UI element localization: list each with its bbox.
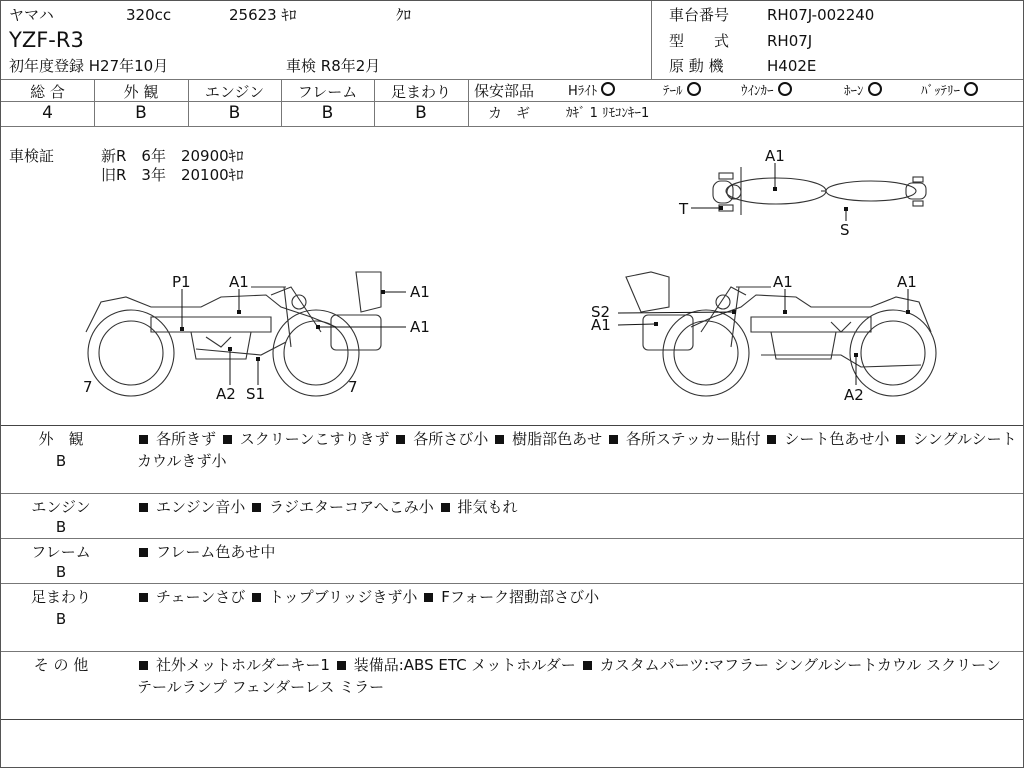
marker-label: A2 xyxy=(216,385,236,403)
header-divider xyxy=(651,1,652,79)
safety-taillight: ﾃｰﾙ xyxy=(663,82,701,101)
bullet-square-icon xyxy=(139,503,148,512)
marker-label: P1 xyxy=(172,273,191,291)
detail-category: エンジン xyxy=(31,498,91,516)
type-value: RH07J xyxy=(767,32,813,50)
detail-other: 社外メットホルダーキー1 装備品:ABS ETC メットホルダー カスタムパーツ:マフラー シングルシートカウル スクリーン テールランプ フェンダーレス ミラー xyxy=(137,656,1001,696)
detail-category: 足まわり xyxy=(30,588,91,606)
marker-label: 7 xyxy=(83,378,93,396)
grade-suspension-value: B xyxy=(415,103,427,123)
marker-label: A1 xyxy=(410,283,430,301)
top-view-bike xyxy=(713,167,926,215)
divider xyxy=(1,79,1023,80)
displacement: 320cc xyxy=(126,6,172,24)
marker-label: A1 xyxy=(229,273,249,291)
detail-category: 外 観 xyxy=(38,430,84,448)
inspection-new: 新R 6年 20900ｷﾛ xyxy=(101,147,244,165)
grade-overall-label: 総 合 xyxy=(30,83,65,101)
bullet-square-icon xyxy=(609,435,618,444)
bullet-square-icon xyxy=(396,435,405,444)
detail-grade: B xyxy=(55,452,67,470)
detail-frame: フレーム色あせ中 xyxy=(137,541,1017,563)
marker-label: A1 xyxy=(410,318,430,336)
safety-title: 保安部品 xyxy=(474,82,535,100)
divider xyxy=(1,651,1023,652)
inspection-cert-label: 車検証 xyxy=(9,147,55,165)
safety-winker: ｳｲﾝｶｰ xyxy=(741,82,792,101)
detail-category: そ の 他 xyxy=(33,656,89,674)
safety-headlight: Hﾗｲﾄ xyxy=(568,82,615,101)
ok-circle-icon xyxy=(868,82,882,96)
detail-exterior: 各所きず スクリーンこすりきず 各所さび小 樹脂部色あせ 各所ステッカー貼付 シート色あせ小 シングルシートカウルきず小 xyxy=(137,430,1017,470)
grade-exterior-label: 外 観 xyxy=(123,83,159,101)
bullet-square-icon xyxy=(583,661,592,670)
marker-label: A1 xyxy=(897,273,917,291)
detail-grade: B xyxy=(55,610,67,628)
maker: ヤマハ xyxy=(9,6,54,24)
inspection-expiry: 車検 R8年2月 xyxy=(286,57,381,75)
marker-label: A1 xyxy=(765,147,785,165)
color: ｸﾛ xyxy=(396,6,412,24)
bullet-square-icon xyxy=(441,503,450,512)
grade-suspension-label: 足まわり xyxy=(390,83,451,101)
safety-battery: ﾊﾞｯﾃﾘｰ xyxy=(921,82,978,101)
detail-grade: B xyxy=(55,518,67,536)
mileage: 25623 ｷﾛ xyxy=(229,6,297,24)
bullet-square-icon xyxy=(139,593,148,602)
divider xyxy=(1,583,1023,584)
ok-circle-icon xyxy=(778,82,792,96)
type-label: 型 式 xyxy=(669,32,730,50)
detail-suspension: チェーンさび トップブリッジきず小 Fフォーク摺動部さび小 xyxy=(137,586,1017,608)
leader-lines xyxy=(182,163,908,385)
safety-horn: ﾎｰﾝ xyxy=(844,82,882,101)
grade-frame-value: B xyxy=(321,103,334,123)
bullet-square-icon xyxy=(252,593,261,602)
marker-label: T xyxy=(679,200,689,218)
ok-circle-icon xyxy=(687,82,701,96)
bullet-square-icon xyxy=(337,661,346,670)
detail-category: フレーム xyxy=(31,543,91,561)
key-value: ｶｷﾞ 1 ﾘﾓｺﾝｷｰ1 xyxy=(566,106,650,121)
bullet-square-icon xyxy=(896,435,905,444)
marker-label: S xyxy=(840,221,850,239)
marker-label: A1 xyxy=(773,273,793,291)
divider xyxy=(468,101,1023,102)
model-name: YZF-R3 xyxy=(9,28,84,52)
marker-label: S1 xyxy=(246,385,266,403)
inspection-old: 旧R 3年 20100ｷﾛ xyxy=(101,166,244,184)
bullet-square-icon xyxy=(767,435,776,444)
marker-label: A2 xyxy=(844,386,864,404)
grade-engine-value: B xyxy=(228,103,241,123)
divider xyxy=(468,79,469,126)
grade-overall-value: 4 xyxy=(42,103,53,123)
detail-engine: エンジン音小 ラジエターコアへこみ小 排気もれ xyxy=(137,496,1017,518)
damage-diagram xyxy=(1,127,1023,425)
engine-model: H402E xyxy=(767,57,817,75)
bullet-square-icon xyxy=(424,593,433,602)
marker-label: 7 xyxy=(348,378,358,396)
key-label: カ ギ xyxy=(488,106,530,122)
detail-grade: B xyxy=(55,563,67,581)
divider xyxy=(1,538,1023,539)
first-registration: 初年度登録 H27年10月 xyxy=(9,57,169,75)
ok-circle-icon xyxy=(601,82,615,96)
marker-label: S2 xyxy=(591,303,611,321)
frame-no: RH07J-002240 xyxy=(767,6,875,24)
bullet-square-icon xyxy=(139,548,148,557)
grade-engine-label: エンジン xyxy=(204,83,265,101)
marker-label: A1 xyxy=(591,316,611,334)
bullet-square-icon xyxy=(139,661,148,670)
divider xyxy=(1,719,1023,720)
bullet-square-icon xyxy=(223,435,232,444)
grade-exterior-value: B xyxy=(135,103,147,123)
divider xyxy=(1,425,1023,426)
engine-model-label: 原 動 機 xyxy=(669,57,724,75)
bullet-square-icon xyxy=(252,503,261,512)
frame-no-label: 車台番号 xyxy=(669,6,730,24)
divider xyxy=(1,493,1023,494)
bullet-square-icon xyxy=(139,435,148,444)
bullet-square-icon xyxy=(495,435,504,444)
ok-circle-icon xyxy=(964,82,978,96)
grade-frame-label: フレーム xyxy=(297,83,358,101)
